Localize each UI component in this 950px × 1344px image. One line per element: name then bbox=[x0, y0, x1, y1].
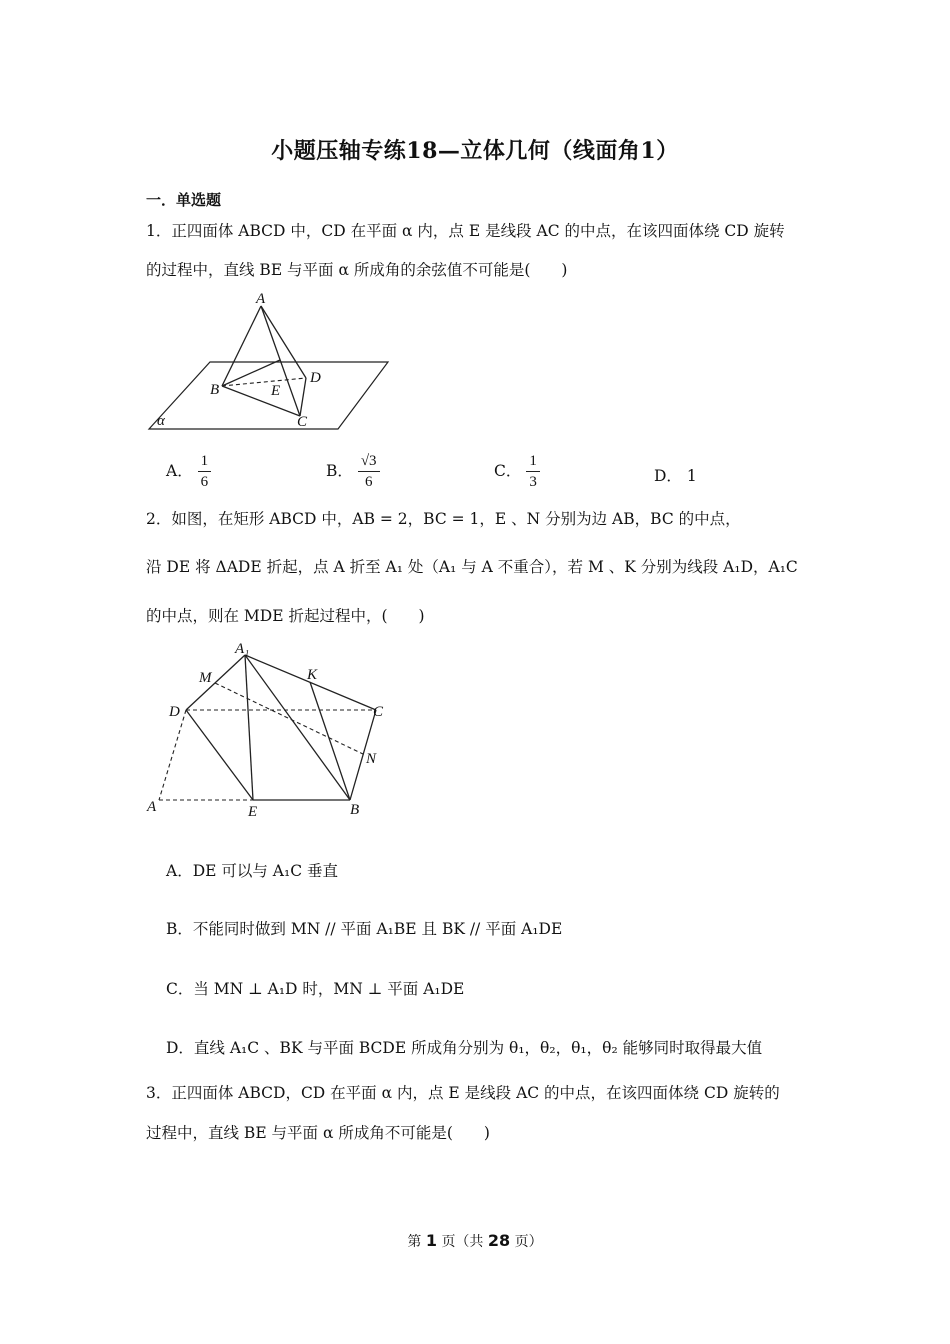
footer-page-number: 1 bbox=[425, 1231, 437, 1250]
q1-option-a-fraction: $\frac{1}{6}$ bbox=[198, 453, 212, 491]
fig2-label-C: C bbox=[373, 704, 384, 720]
q2-text-line3: 的中点，则在 MDE 折起过程中，( ) bbox=[146, 607, 425, 625]
q2-folding-figure bbox=[140, 638, 400, 823]
footer-suffix: 页） bbox=[514, 1234, 543, 1250]
q1-option-d-label: D． bbox=[654, 467, 682, 485]
fig2-label-A: A bbox=[147, 799, 157, 815]
fig1-label-D: D bbox=[310, 370, 321, 386]
q1-text-line2: 的过程中，直线 BE 与平面 α 所成角的余弦值不可能是( ) bbox=[146, 261, 568, 279]
q2-option-d[interactable]: D．直线 A₁C 、BK 与平面 BCDE 所成角分别为 θ₁，θ₂，θ₁，θ₂ 能够同时取得最大值 bbox=[166, 1039, 763, 1057]
fig2-label-B: B bbox=[350, 802, 360, 818]
page-footer bbox=[0, 1231, 950, 1251]
plane-alpha bbox=[149, 362, 388, 429]
fig2-label-M: M bbox=[199, 670, 212, 686]
fig2-label-D: D bbox=[169, 704, 180, 720]
q1-option-d-value: 1 bbox=[686, 467, 697, 485]
q2-text-line1: 2．如图，在矩形 ABCD 中，AB = 2，BC = 1，E 、N 分别为边 AB，BC 的中点， bbox=[146, 510, 741, 528]
fig1-label-C: C bbox=[297, 414, 308, 430]
fig1-label-E: E bbox=[271, 383, 281, 399]
q2-option-c[interactable]: C．当 MN ⊥ A₁D 时，MN ⊥ 平面 A₁DE bbox=[166, 980, 465, 998]
q1-option-a[interactable] bbox=[166, 453, 211, 491]
q1-option-c[interactable] bbox=[494, 453, 540, 491]
q2-option-a[interactable]: A．DE 可以与 A₁C 垂直 bbox=[166, 862, 338, 880]
footer-prefix: 第 bbox=[407, 1234, 422, 1250]
page-title: 小题压轴专练18—立体几何（线面角1） bbox=[271, 138, 679, 164]
fig2-label-K: K bbox=[307, 667, 318, 683]
q1-option-c-label: C． bbox=[494, 462, 522, 480]
q1-text-line1: 1．正四面体 ABCD 中，CD 在平面 α 内，点 E 是线段 AC 的中点，在该四面体绕 CD 旋转 bbox=[146, 222, 785, 240]
fig1-label-alpha: α bbox=[157, 413, 165, 429]
footer-mid: 页（共 bbox=[441, 1234, 484, 1250]
fig2-label-N: N bbox=[366, 751, 377, 767]
q2-option-b[interactable]: B．不能同时做到 MN // 平面 A₁BE 且 BK // 平面 A₁DE bbox=[166, 920, 563, 938]
footer-total-pages: 28 bbox=[487, 1231, 511, 1250]
section-heading: 一．单选题 bbox=[146, 191, 222, 209]
q1-tetrahedron-figure bbox=[140, 288, 400, 438]
q1-option-c-fraction: $\frac{1}{3}$ bbox=[526, 453, 540, 491]
q1-option-d[interactable] bbox=[654, 464, 697, 486]
q3-text-line1: 3．正四面体 ABCD，CD 在平面 α 内，点 E 是线段 AC 的中点，在该四面体绕 CD 旋转的 bbox=[146, 1084, 780, 1102]
q2-text-line2: 沿 DE 将 ΔADE 折起，点 A 折至 A₁ 处（A₁ 与 A 不重合），若 M 、K 分别为线段 A₁D，A₁C bbox=[146, 558, 798, 576]
q1-option-a-label: A． bbox=[166, 462, 193, 480]
q1-option-b-label: B． bbox=[326, 462, 353, 480]
q1-option-b[interactable] bbox=[326, 453, 380, 491]
fig2-label-E: E bbox=[248, 804, 258, 820]
fig1-label-A: A bbox=[256, 291, 266, 307]
q1-option-b-fraction: $\frac{√3}{6}$ bbox=[358, 453, 380, 491]
fig1-label-B: B bbox=[210, 382, 220, 398]
q3-text-line2: 过程中，直线 BE 与平面 α 所成角不可能是( ) bbox=[146, 1124, 490, 1142]
fig2-label-A1: A₁ bbox=[235, 641, 250, 657]
